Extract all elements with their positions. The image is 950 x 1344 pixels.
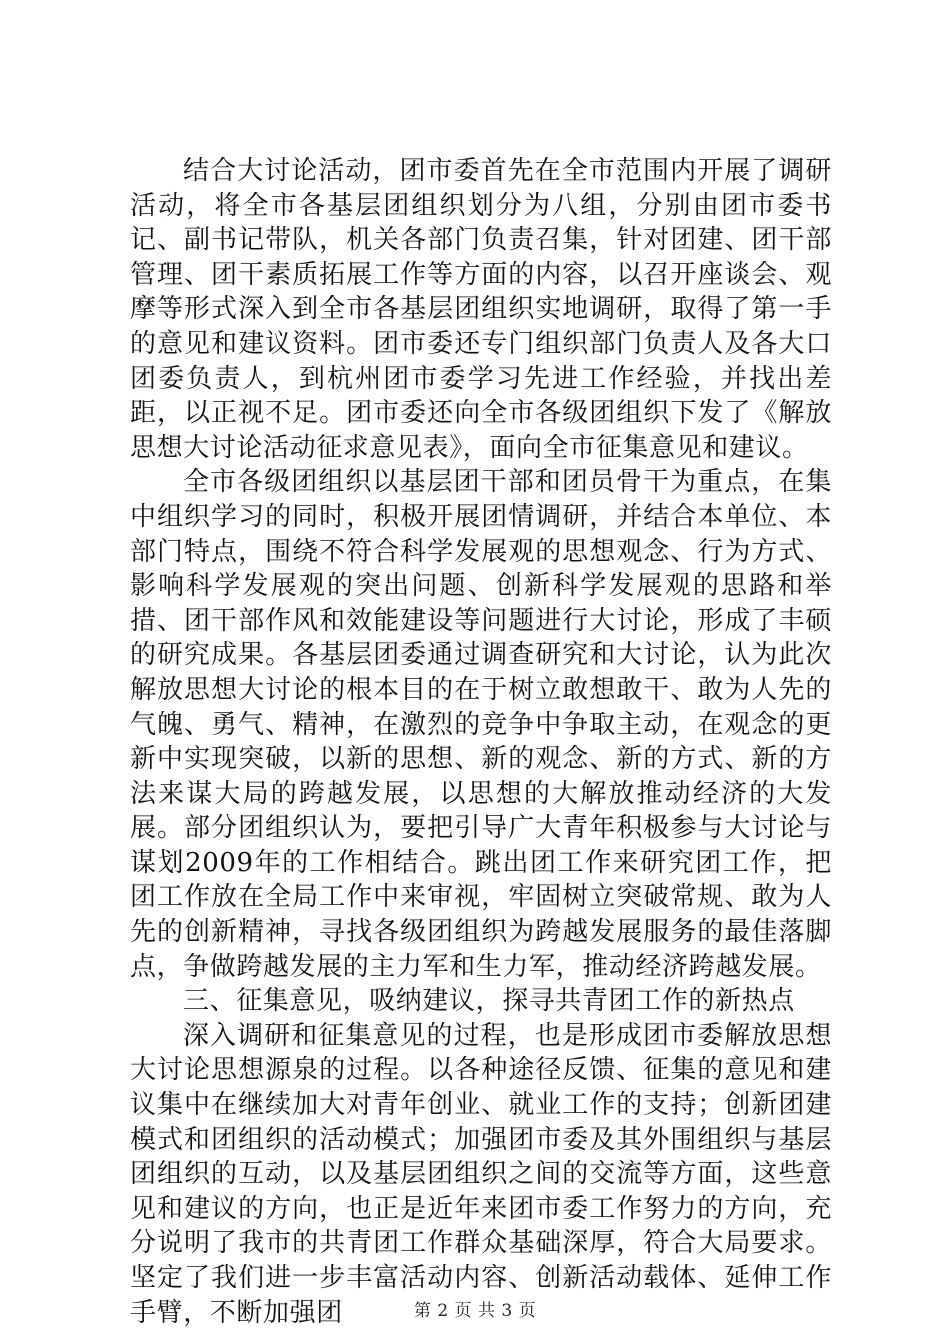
paragraph-research-activities: 结合大讨论活动，团市委首先在全市范围内开展了调研活动，将全市各基层团组织划分为八组，分别由团市委书记、副书记带队，机关各部门负责召集，针对团建、团干部管理、团干素质拓展工作等方面的内容，以召开座谈会、观摩等形式深入到全市各基层团组织实地调研，取得了第一手的意见和建议资料。团市委还专门组织部门负责人及各大口团委负责人，到杭州团市委学习先进工作经验，并找出差距，以正视不足。团市委还向全市各级团组织下发了《解放思想大讨论活动征求意见表》，面向全市征集意见和建议。 [130,156,832,463]
paragraph-collecting-opinions: 深入调研和征集意见的过程，也是形成团市委解放思想大讨论思想源泉的过程。以各种途径反馈、征集的意见和建议集中在继续加大对青年创业、就业工作的支持；创新团建模式和团组织的活动模式；加强团市委及其外围组织与基层团组织的互动，以及基层团组织之间的交流等方面，这些意见和建议的方向，也正是近年来团市委工作努力的方向，充分说明了我市的共青团工作群众基础深厚，符合大局要求。坚定了我们进一步丰富活动内容、创新活动载体、延伸工作手臂，不断加强团 [130,1020,832,1328]
page-number-footer: 第 2 页 共 3 页 [413,1301,537,1321]
section-heading: 三、征集意见，吸纳建议，探寻共青团工作的新热点 [183,986,795,1017]
document-body [130,154,832,1330]
paragraph-discussion-results: 全市各级团组织以基层团干部和团员骨干为重点，在集中组织学习的同时，积极开展团情调研，并结合本单位、本部门特点，围绕不符合科学发展观的思想观念、行为方式、影响科学发展观的突出问题、创新科学发展观的思路和举措、团干部作风和效能建设等问题进行大讨论，形成了丰硕的研究成果。各基层团委通过调查研究和大讨论，认为此次解放思想大讨论的根本目的在于树立敢想敢干、敢为人先的气魄、勇气、精神，在激烈的竞争中争取主动，在观念的更新中实现突破，以新的思想、新的观念、新的方式、新的方法来谋大局的跨越发展，以思想的大解放推动经济的大发展。部分团组织认为，要把引导广大青年积极参与大讨论与谋划2009年的工作相结合。跳出团工作来研究团工作，把团工作放在全局工作中来审视，牢固树立突破常规、敢为人先的创新精神，寻找各级团组织为跨越发展服务的最佳落脚点，争做跨越发展的主力军和生力军，推动经济跨越发展。 [130,467,832,982]
